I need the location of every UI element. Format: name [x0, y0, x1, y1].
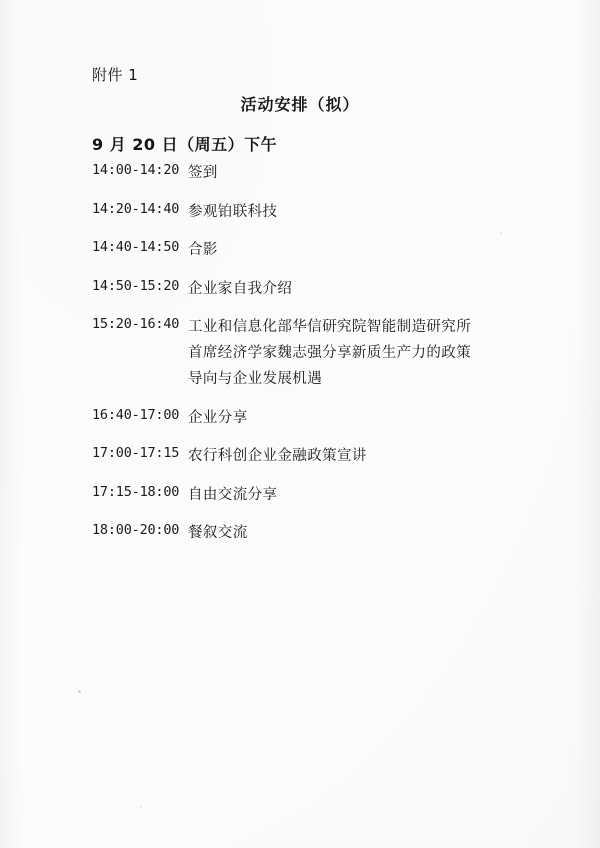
list-item: [92, 482, 562, 508]
page-edge-shadow-right: [574, 0, 600, 848]
scan-speck: [140, 806, 142, 808]
schedule-description: [188, 237, 562, 263]
schedule-description: [188, 482, 562, 508]
scan-speck: [500, 232, 502, 234]
schedule-description-line: 企业分享: [188, 409, 248, 426]
schedule-description-line: 合影: [188, 242, 218, 258]
schedule-description: [188, 443, 562, 469]
schedule-time: 14:00-14:20: [92, 162, 180, 178]
schedule-description-line: 工业和信息化部华信研究院智能制造研究所: [188, 319, 472, 335]
list-item: [92, 199, 562, 225]
schedule-time: 15:20-16:40: [92, 316, 180, 332]
attachment-label: 附件 1: [92, 66, 139, 84]
list-item: [92, 443, 562, 469]
schedule-description-line: 企业家自我介绍: [188, 280, 293, 297]
schedule-description: [188, 199, 562, 225]
schedule-description: [188, 160, 562, 186]
schedule-time: 17:00-17:15: [92, 445, 180, 461]
schedule-description: [188, 520, 562, 546]
schedule-list: [92, 160, 562, 559]
list-item: [92, 276, 562, 302]
page-title: 活动安排（拟）: [240, 95, 360, 114]
schedule-time: 16:40-17:00: [92, 406, 180, 423]
scan-speck: [78, 690, 81, 693]
schedule-description-line: 导向与企业发展机遇: [188, 371, 323, 387]
schedule-description: [188, 276, 562, 302]
schedule-description-line: 签到: [188, 165, 218, 181]
schedule-description: [188, 405, 562, 431]
schedule-time: 14:20-14:40: [92, 200, 180, 217]
schedule-time: 14:40-14:50: [92, 239, 180, 255]
schedule-description-line: 餐叙交流: [188, 525, 248, 541]
schedule-time: 18:00-20:00: [92, 522, 180, 538]
list-item: [92, 405, 562, 431]
list-item: [92, 314, 562, 392]
list-item: [92, 237, 562, 263]
schedule-time: 17:15-18:00: [92, 483, 180, 500]
schedule-description-line: 首席经济学家魏志强分享新质生产力的政策: [188, 345, 472, 361]
date-heading: 9 月 20 日（周五）下午: [92, 135, 278, 154]
schedule-description-line: 参观铂联科技: [188, 203, 278, 220]
schedule-time: 14:50-15:20: [92, 277, 180, 294]
schedule-description: [188, 314, 562, 392]
schedule-description-line: 自由交流分享: [188, 486, 278, 503]
list-item: [92, 160, 562, 186]
schedule-description-line: 农行科创企业金融政策宣讲: [188, 448, 367, 464]
list-item: [92, 520, 562, 546]
page-edge-shadow-left: [0, 0, 22, 848]
